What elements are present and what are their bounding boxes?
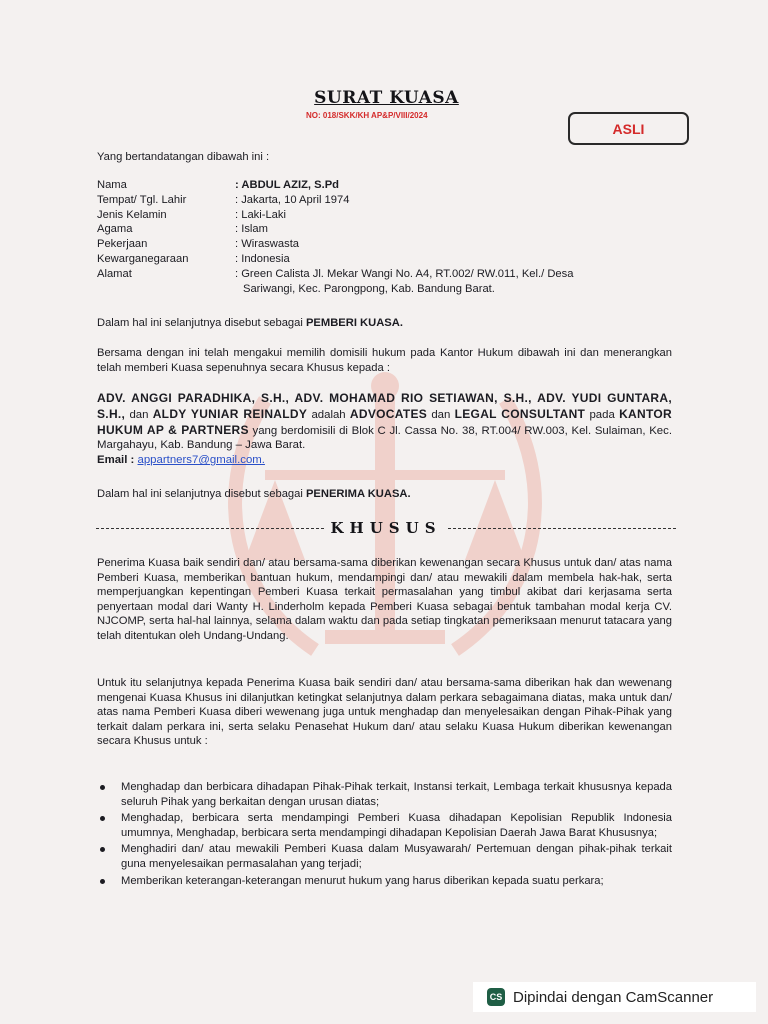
camscanner-badge	[473, 982, 756, 1012]
penerima-kuasa-line	[97, 487, 411, 501]
divider-title: KHUSUS	[330, 519, 442, 537]
khusus-paragraph-1: Penerima Kuasa baik sendiri dan/ atau bersama-sama diberikan kewenangan secara Khusus untuk dan/ atas nama Pemberi Kuasa, memberikan bantuan hukum, mendampingi dan/ atau mewakili dalam membela hak-hak, serta memperjuangkan kepentingan Pemberi Kuasa terkait permasalahan yang timbul akibat dari kerjasama serta penyertaan modal dari Wanty H. Linderholm kepada Pemberi Kuasa sebagai bentuk tambahan modal kerja CV. NJCOMP, serta hal-hal lainnya, selama dalam waktu dan pada setiap tingkatan pemeriksaan menurut tatacara yang telah ditentukan oleh Undang-Undang.	[97, 557, 672, 642]
camscanner-text: Dipindai dengan CamScanner	[513, 988, 714, 1006]
identity-value: : Green Calista Jl. Mekar Wangi No. A4, RT.002/ RW.011, Kel./ Desa	[235, 267, 574, 280]
pemberi-kuasa-text: Dalam hal ini selanjutnya disebut sebagai	[97, 317, 306, 329]
penerima-kuasa-text: Dalam hal ini selanjutnya disebut sebagai	[97, 488, 306, 500]
identity-label: Agama	[97, 223, 133, 236]
advocate-aldy: ALDY YUNIAR REINALDY	[152, 406, 308, 421]
list-item	[97, 811, 672, 840]
identity-row	[97, 237, 573, 252]
email-link[interactable]: appartners7@gmail.com.	[137, 454, 265, 467]
document-number: NO: 018/SKK/KH AP&P/VIII/2024	[306, 111, 428, 120]
advocate-names: ADV. ANGGI PARADHIKA, S.H., ADV. MOHAMAD RIO SETIAWAN, S.H., ADV. YUDI GUNTARA, S.H.,	[97, 391, 672, 421]
firm-paragraph	[97, 391, 672, 468]
list-item	[97, 780, 672, 809]
camscanner-icon: CS	[487, 988, 505, 1006]
list-item-text: Memberikan keterangan-keterangan menurut hukum yang harus diberikan kepada suatu perkara;	[121, 874, 604, 887]
identity-table	[97, 178, 573, 296]
identity-label: Tempat/ Tgl. Lahir	[97, 193, 187, 206]
original-stamp	[568, 112, 689, 145]
penerima-kuasa-label: PENERIMA KUASA.	[305, 488, 411, 500]
original-stamp-label: ASLI	[612, 120, 645, 137]
identity-row	[97, 178, 573, 193]
identity-row	[97, 208, 573, 223]
list-item-text: Menghadap dan berbicara dihadapan Pihak-Pihak terkait, Instansi terkait, Lembaga terkait khususnya kepada seluruh Pihak yang berkaitan dengan urusan diatas;	[121, 781, 672, 808]
firm-text-and: dan	[125, 408, 153, 421]
identity-value: : Wiraswasta	[235, 238, 300, 251]
identity-label: Pekerjaan	[97, 238, 148, 251]
intro-text: Yang bertandatangan dibawah ini :	[97, 151, 270, 163]
section-divider	[96, 518, 676, 538]
office-name: KANTOR HUKUM AP & PARTNERS	[97, 406, 672, 437]
firm-text-adalah: adalah	[307, 408, 350, 421]
identity-value: : Islam	[235, 223, 268, 236]
divider-dash-left	[96, 528, 324, 529]
document-title: SURAT KUASA	[314, 88, 459, 108]
identity-value: : Jakarta, 10 April 1974	[235, 193, 350, 206]
identity-row	[97, 267, 573, 282]
khusus-paragraph-2: Untuk itu selanjutnya kepada Penerima Kuasa baik sendiri dan/ atau bersama-sama diberikan hak dan wewenang mengenai Kuasa Khusus ini dilanjutkan ketingkat selanjutnya dalam perkara sebagaimana diatas, maka untuk dan/ atas nama Pemberi Kuasa diberi wewenang juga untuk menghadap dan menyelesaikan dengan Pihak-Pihak yang terkait dalam perkara ini, serta selaku Penasehat Hukum dan/ atau selaku Kuasa Hukum diberikan kewenangan secara Khusus untuk :	[97, 677, 672, 747]
list-item	[97, 874, 672, 889]
office-address: yang berdomisili di Blok C Jl. Cassa No. 38, RT.004/ RW.003, Kel. Sulaiman, Kec. Margahayu, Kab. Bandung – Jawa Barat.	[97, 424, 672, 452]
pemberi-kuasa-label: PEMBERI KUASA.	[305, 317, 403, 329]
identity-row	[97, 222, 573, 237]
firm-text-pada: pada	[585, 408, 620, 421]
email-label: Email :	[97, 454, 138, 467]
identity-label: Kewarganegaraan	[97, 252, 189, 265]
identity-value: : Laki-Laki	[235, 208, 286, 221]
list-item	[97, 842, 672, 871]
list-item-text: Menghadiri dan/ atau mewakili Pemberi Kuasa dalam Musyawarah/ Pertemuan dengan pihak-pihak terkait guna menyelesaikan permasalahan yang terjadi;	[121, 843, 672, 870]
identity-row	[97, 193, 573, 208]
pemberi-kuasa-line	[97, 316, 403, 330]
identity-label: Nama	[97, 179, 127, 191]
bullet-icon	[100, 879, 105, 884]
identity-value: : ABDUL AZIZ, S.Pd	[235, 179, 339, 191]
authority-list	[97, 780, 672, 890]
title-block	[0, 88, 768, 108]
divider-dash-right	[448, 528, 676, 529]
domicile-paragraph: Bersama dengan ini telah mengakui memilih domisili hukum pada Kantor Hukum dibawah ini dan menerangkan telah memberi Kuasa sepenuhnya secara Khusus kepada :	[97, 347, 672, 374]
legal-consultant-word: LEGAL CONSULTANT	[454, 406, 586, 421]
bullet-icon	[100, 847, 105, 852]
advocates-word: ADVOCATES	[349, 406, 428, 421]
identity-label: Alamat	[97, 267, 132, 280]
identity-address-continuation: Sariwangi, Kec. Parongpong, Kab. Bandung Barat.	[243, 282, 495, 295]
identity-label: Jenis Kelamin	[97, 208, 167, 221]
firm-text-dan: dan	[427, 408, 455, 421]
identity-row	[97, 252, 573, 267]
list-item-text: Menghadap, berbicara serta mendampingi Pemberi Kuasa dihadapan Kepolisian Republik Indonesia umumnya, Menghadap, berbicara serta mendampingi dihadapan Kepolisian Daerah Jawa Barat Khususnya;	[121, 812, 672, 839]
identity-value: : Indonesia	[235, 252, 290, 265]
bullet-icon	[100, 816, 105, 821]
bullet-icon	[100, 785, 105, 790]
